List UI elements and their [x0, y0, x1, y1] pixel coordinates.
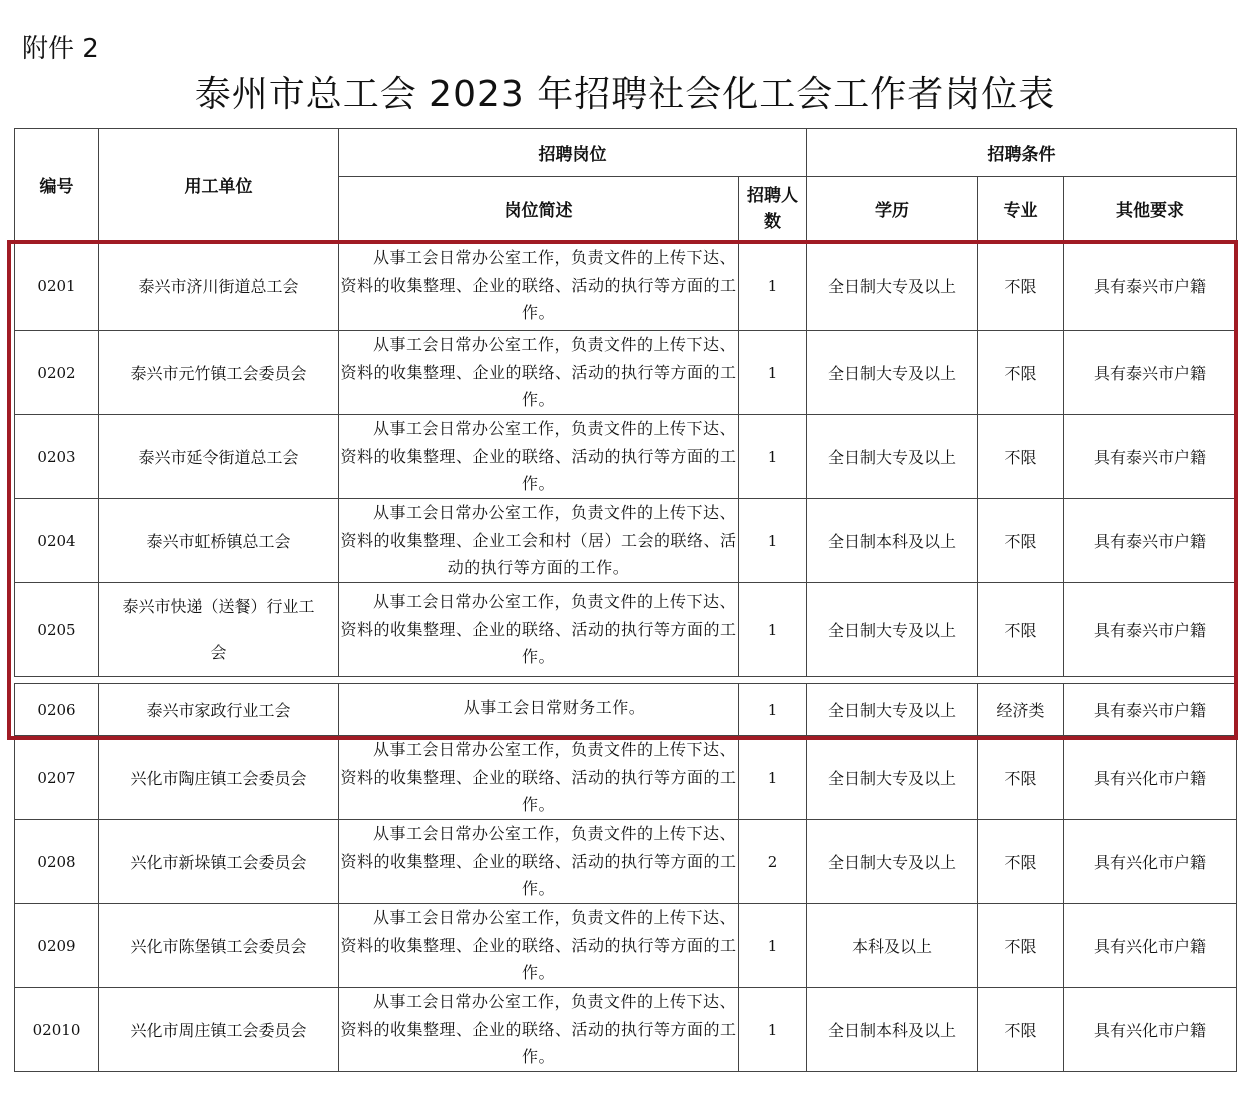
row-major: 不限	[978, 820, 1064, 904]
table-row	[15, 415, 1237, 499]
row-code: 0202	[15, 331, 99, 415]
attachment-label: 附件 2	[22, 34, 99, 64]
row-count: 1	[739, 684, 807, 736]
row-desc: 从事工会日常办公室工作，负责文件的上传下达、资料的收集整理、企业的联络、活动的执行等方面的工作。	[339, 415, 739, 499]
row-count: 1	[739, 904, 807, 988]
header-major: 专业	[978, 177, 1064, 241]
row-unit: 兴化市陈堡镇工会委员会	[99, 904, 339, 988]
row-education: 全日制大专及以上	[807, 736, 978, 820]
row-desc: 从事工会日常财务工作。	[339, 684, 739, 736]
row-other: 具有泰兴市户籍	[1064, 415, 1237, 499]
row-major: 不限	[978, 736, 1064, 820]
row-code: 0207	[15, 736, 99, 820]
table-row	[15, 904, 1237, 988]
row-code: 02010	[15, 988, 99, 1072]
row-education: 全日制大专及以上	[807, 820, 978, 904]
header-post-group: 招聘岗位	[339, 129, 807, 177]
row-code: 0209	[15, 904, 99, 988]
row-major: 不限	[978, 499, 1064, 583]
table-row	[15, 684, 1237, 736]
table-row	[15, 241, 1237, 331]
row-unit: 泰兴市济川街道总工会	[99, 241, 339, 331]
header-other: 其他要求	[1064, 177, 1237, 241]
header-code: 编号	[15, 129, 99, 241]
row-unit: 泰兴市延令街道总工会	[99, 415, 339, 499]
page-title: 泰州市总工会 2023 年招聘社会化工会工作者岗位表	[194, 74, 1056, 115]
row-education: 全日制大专及以上	[807, 331, 978, 415]
row-other: 具有泰兴市户籍	[1064, 241, 1237, 331]
row-code: 0208	[15, 820, 99, 904]
row-unit: 泰兴市元竹镇工会委员会	[99, 331, 339, 415]
row-education: 全日制本科及以上	[807, 988, 978, 1072]
row-other: 具有泰兴市户籍	[1064, 684, 1237, 736]
header-unit: 用工单位	[99, 129, 339, 241]
row-count: 1	[739, 415, 807, 499]
row-education: 本科及以上	[807, 904, 978, 988]
row-count: 1	[739, 241, 807, 331]
row-other: 具有兴化市户籍	[1064, 904, 1237, 988]
row-code: 0201	[15, 241, 99, 331]
header-post-desc: 岗位简述	[339, 177, 739, 241]
row-desc: 从事工会日常办公室工作，负责文件的上传下达、资料的收集整理、企业工会和村（居）工会的联络、活动的执行等方面的工作。	[339, 499, 739, 583]
row-unit: 兴化市周庄镇工会委员会	[99, 988, 339, 1072]
row-count: 1	[739, 499, 807, 583]
row-code: 0205	[15, 583, 99, 677]
row-other: 具有兴化市户籍	[1064, 736, 1237, 820]
positions-table	[14, 128, 1237, 1072]
row-unit: 泰兴市快递（送餐）行业工会	[99, 583, 339, 677]
row-education: 全日制大专及以上	[807, 241, 978, 331]
table-row	[15, 331, 1237, 415]
row-desc: 从事工会日常办公室工作，负责文件的上传下达、资料的收集整理、企业的联络、活动的执行等方面的工作。	[339, 331, 739, 415]
row-gap	[15, 677, 1237, 684]
table-row	[15, 988, 1237, 1072]
row-count: 1	[739, 331, 807, 415]
row-code: 0204	[15, 499, 99, 583]
header-count: 招聘人数	[739, 177, 807, 241]
row-education: 全日制大专及以上	[807, 415, 978, 499]
header-conditions-group: 招聘条件	[807, 129, 1237, 177]
row-education: 全日制大专及以上	[807, 684, 978, 736]
row-unit: 泰兴市虹桥镇总工会	[99, 499, 339, 583]
table-row	[15, 499, 1237, 583]
row-other: 具有泰兴市户籍	[1064, 331, 1237, 415]
table-row	[15, 820, 1237, 904]
row-count: 1	[739, 736, 807, 820]
header-education: 学历	[807, 177, 978, 241]
row-desc: 从事工会日常办公室工作，负责文件的上传下达、资料的收集整理、企业的联络、活动的执行等方面的工作。	[339, 583, 739, 677]
row-desc: 从事工会日常办公室工作，负责文件的上传下达、资料的收集整理、企业的联络、活动的执行等方面的工作。	[339, 736, 739, 820]
row-other: 具有泰兴市户籍	[1064, 583, 1237, 677]
row-major: 不限	[978, 583, 1064, 677]
row-unit: 兴化市新垛镇工会委员会	[99, 820, 339, 904]
row-other: 具有兴化市户籍	[1064, 820, 1237, 904]
row-count: 2	[739, 820, 807, 904]
row-major: 不限	[978, 988, 1064, 1072]
row-desc: 从事工会日常办公室工作，负责文件的上传下达、资料的收集整理、企业的联络、活动的执行等方面的工作。	[339, 241, 739, 331]
table-row	[15, 583, 1237, 677]
row-education: 全日制本科及以上	[807, 499, 978, 583]
row-other: 具有兴化市户籍	[1064, 988, 1237, 1072]
table-row	[15, 736, 1237, 820]
row-unit: 泰兴市家政行业工会	[99, 684, 339, 736]
row-desc: 从事工会日常办公室工作，负责文件的上传下达、资料的收集整理、企业的联络、活动的执行等方面的工作。	[339, 904, 739, 988]
row-education: 全日制大专及以上	[807, 583, 978, 677]
row-code: 0206	[15, 684, 99, 736]
row-major: 经济类	[978, 684, 1064, 736]
row-major: 不限	[978, 904, 1064, 988]
row-code: 0203	[15, 415, 99, 499]
row-desc: 从事工会日常办公室工作，负责文件的上传下达、资料的收集整理、企业的联络、活动的执行等方面的工作。	[339, 988, 739, 1072]
row-count: 1	[739, 583, 807, 677]
row-unit: 兴化市陶庄镇工会委员会	[99, 736, 339, 820]
row-desc: 从事工会日常办公室工作，负责文件的上传下达、资料的收集整理、企业的联络、活动的执行等方面的工作。	[339, 820, 739, 904]
row-major: 不限	[978, 241, 1064, 331]
row-major: 不限	[978, 415, 1064, 499]
row-other: 具有泰兴市户籍	[1064, 499, 1237, 583]
row-count: 1	[739, 988, 807, 1072]
row-major: 不限	[978, 331, 1064, 415]
